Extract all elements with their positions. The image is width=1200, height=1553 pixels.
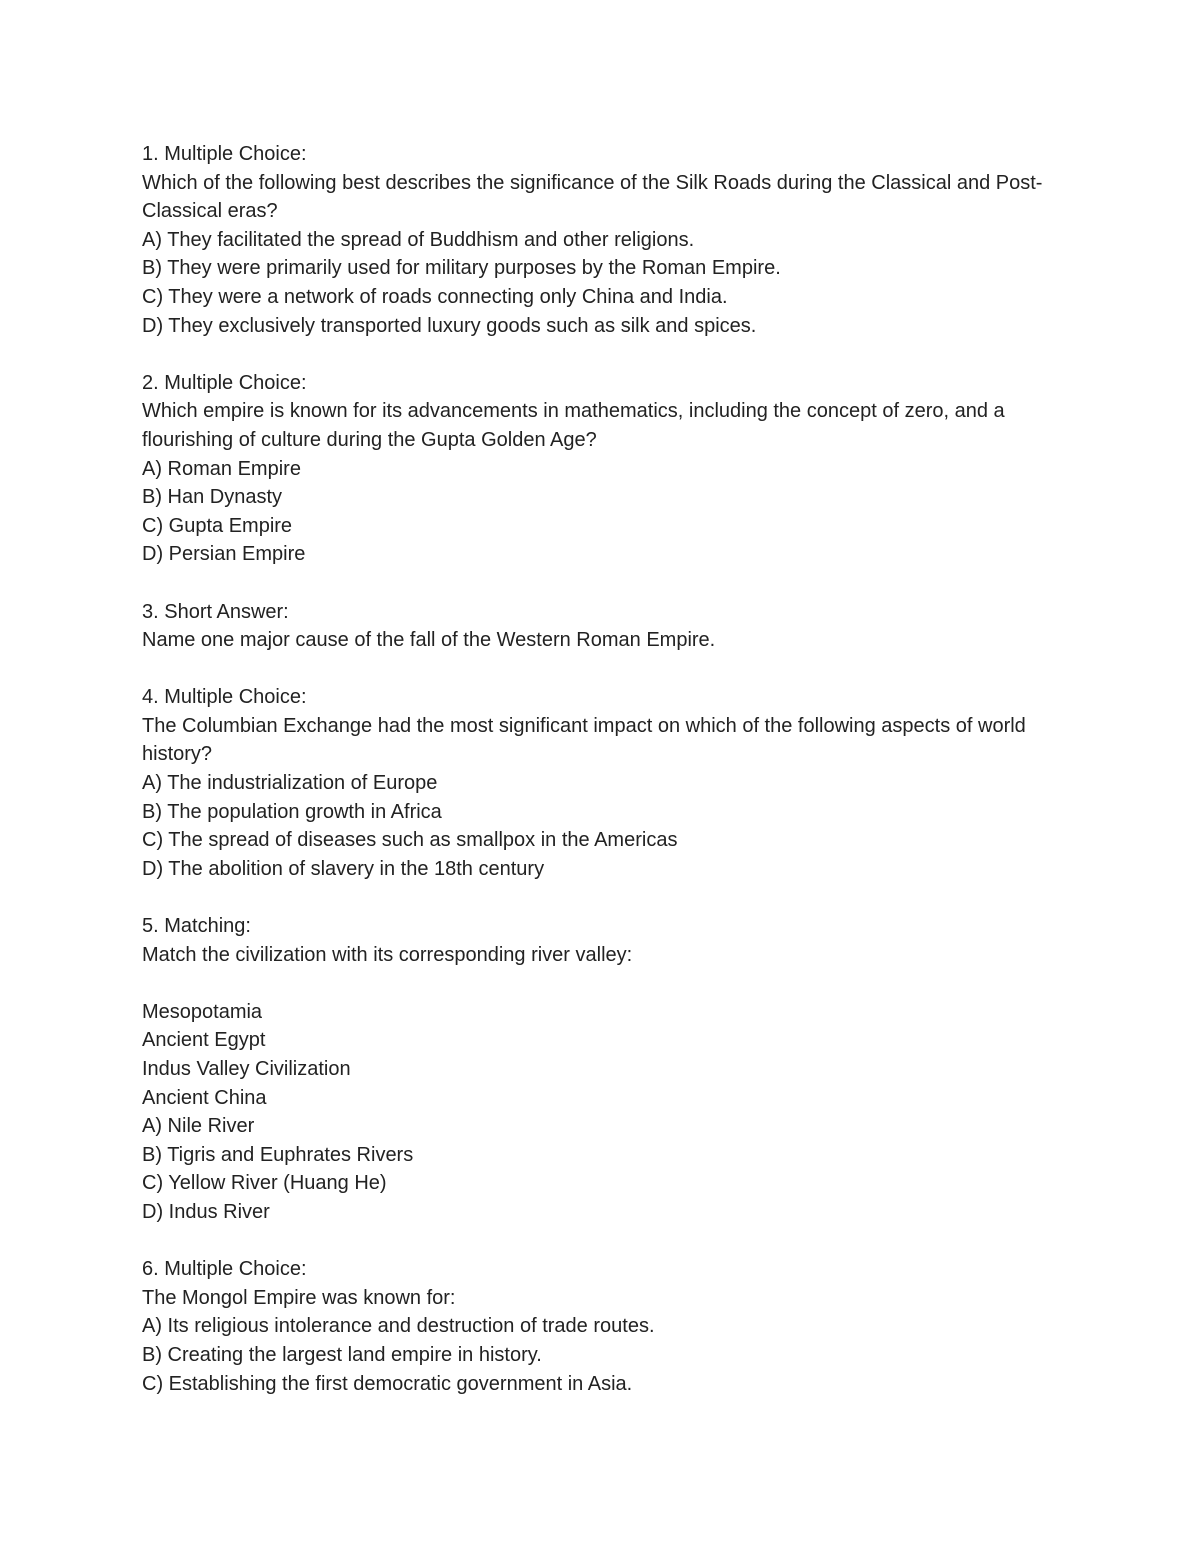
question-6 (142, 1255, 1082, 1398)
question-prompt: Which empire is known for its advancements in mathematics, including the concept of zero, and a flourishing of culture during the Gupta Golden Age? (142, 400, 1005, 451)
answer-option: B) They were primarily used for military purposes by the Roman Empire. (142, 257, 781, 280)
question-prompt: The Columbian Exchange had the most significant impact on which of the following aspects of world history? (142, 714, 1026, 766)
answer-option: D) They exclusively transported luxury goods such as silk and spices. (142, 314, 757, 337)
question-1 (142, 140, 1082, 340)
matching-item: Ancient China (142, 1086, 267, 1109)
answer-option: C) Yellow River (Huang He) (142, 1172, 387, 1195)
question-prompt: The Mongol Empire was known for: (142, 1286, 456, 1309)
question-3 (142, 598, 1082, 655)
answer-option: A) Its religious intolerance and destruction of trade routes. (142, 1315, 655, 1338)
question-prompt: Name one major cause of the fall of the Western Roman Empire. (142, 629, 716, 652)
answer-option: D) Persian Empire (142, 543, 306, 566)
answer-option: A) Roman Empire (142, 457, 301, 480)
answer-option: A) They facilitated the spread of Buddhism and other religions. (142, 228, 695, 251)
matching-item: Ancient Egypt (142, 1029, 266, 1052)
answer-option: A) Nile River (142, 1115, 255, 1138)
answer-option: A) The industrialization of Europe (142, 772, 438, 795)
answer-option: D) The abolition of slavery in the 18th century (142, 857, 545, 880)
question-5 (142, 912, 1082, 1227)
answer-option: D) Indus River (142, 1200, 270, 1223)
question-heading: 6. Multiple Choice: (142, 1258, 307, 1281)
answer-option: C) Gupta Empire (142, 514, 293, 537)
question-2 (142, 369, 1082, 569)
question-heading: 2. Multiple Choice: (142, 371, 307, 394)
answer-option: B) Han Dynasty (142, 486, 283, 509)
question-4 (142, 683, 1082, 883)
matching-item: Indus Valley Civilization (142, 1058, 351, 1080)
answer-option: C) They were a network of roads connecting only China and India. (142, 285, 728, 308)
question-heading: 1. Multiple Choice: (142, 143, 307, 165)
question-heading: 5. Matching: (142, 915, 251, 938)
answer-option: B) Tigris and Euphrates Rivers (142, 1143, 414, 1166)
blank-line (142, 969, 1082, 998)
question-prompt: Match the civilization with its corresponding river valley: (142, 943, 633, 966)
question-prompt: Which of the following best describes the significance of the Silk Roads during the Classical and Post-Classical eras? (142, 171, 1043, 223)
matching-item: Mesopotamia (142, 1000, 263, 1023)
answer-option: B) The population growth in Africa (142, 800, 442, 823)
answer-option: C) Establishing the first democratic government in Asia. (142, 1372, 633, 1395)
document-page (142, 140, 1082, 1427)
question-heading: 4. Multiple Choice: (142, 686, 307, 709)
answer-option: B) Creating the largest land empire in history. (142, 1343, 542, 1366)
answer-option: C) The spread of diseases such as smallpox in the Americas (142, 829, 678, 852)
question-heading: 3. Short Answer: (142, 600, 289, 623)
